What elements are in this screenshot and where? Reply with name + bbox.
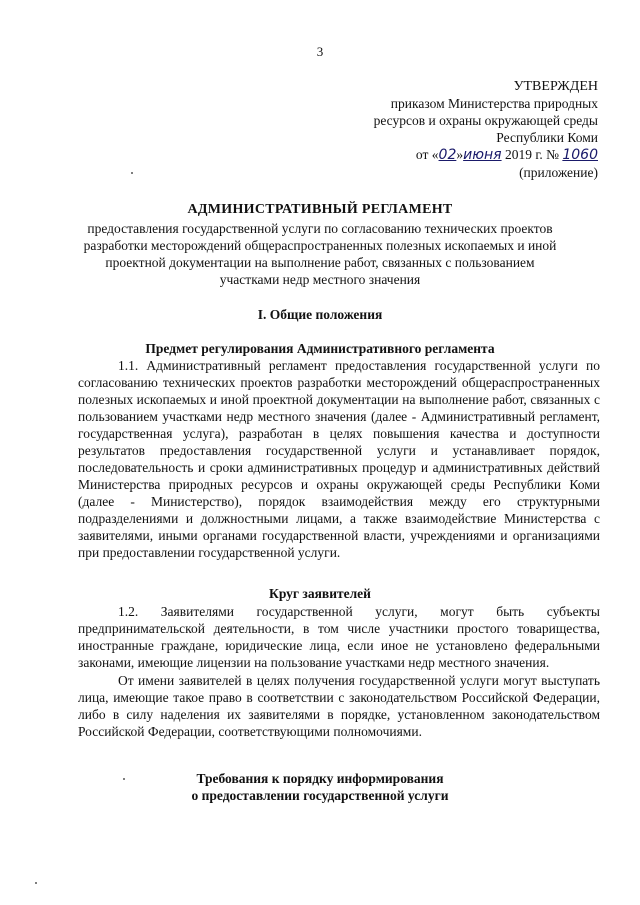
date-mid: »: [456, 147, 464, 162]
paragraph-1-1: 1.1. Административный регламент предоставления государственной услуги по согласованию технических проектов разработки месторождений общераспространенных полезных ископаемых и иной проектной документации на выполнение работ, связанных с пользованием участками недр местного значения (далее - Административный регламент, государственная услуга), разработан в целях повышения качества и доступности результатов предоставления государственной услуги и устанавливает порядок, последовательность и сроки административных процедур и административных действий Министерства природных ресурсов и охраны окружающей среды Республики Коми (далее - Министерство), порядок взаимодействия между его структурными подразделениями и должностными лицами, а также взаимодействие Министерства с заявителями, иными органами государственной власти, учреждениями и организациями при предоставлении государственной услуги.: [78, 358, 600, 560]
approval-annex: (приложение): [519, 165, 598, 180]
scan-speck: [123, 778, 125, 780]
subsection-subject-heading: Предмет регулирования Административного регламента: [145, 341, 495, 356]
date-year: 2019 г. №: [501, 147, 563, 162]
handwritten-order-number: 1060: [562, 147, 598, 163]
approval-line-3: Республики Коми: [496, 130, 598, 145]
approval-line-1: приказом Министерства природных: [390, 96, 598, 111]
handwritten-month: июня: [463, 147, 502, 163]
approval-block: [298, 78, 598, 181]
document-subtitle: предоставления государственной услуги по согласованию технических проектов разработки месторождений общераспространенных полезных ископаемых и иной проектной документации на выполнение работ, связанных с пользованием участками недр местного значения: [83, 221, 557, 287]
date-prefix: от «: [415, 147, 439, 162]
approval-line-2: ресурсов и охраны окружающей среды: [373, 113, 598, 128]
subsection-info-heading-line-1: Требования к порядку информирования: [196, 771, 444, 786]
subsection-applicants-heading: Круг заявителей: [269, 586, 371, 601]
handwritten-day: 02: [438, 147, 457, 163]
approval-date-line: [298, 146, 598, 164]
approval-stamp: УТВЕРЖДЕН: [513, 79, 598, 94]
document-title: АДМИНИСТРАТИВНЫЙ РЕГЛАМЕНТ: [187, 202, 453, 217]
page-number: 3: [316, 44, 324, 59]
paragraph-1-2: 1.2. Заявителями государственной услуги, могут быть субъекты предпринимательской деятельности, в том числе участники простого товарищества, иностранные граждане, юридические лица, если иное не установлено федеральными законами, имеющие лицензии на пользование участками недр местного значения.: [78, 604, 600, 670]
section-general-provisions: I. Общие положения: [257, 307, 383, 322]
scan-speck: [131, 172, 133, 174]
subsection-info-heading-line-2: о предоставлении государственной услуги: [191, 788, 449, 803]
scan-speck: [35, 882, 37, 884]
paragraph-1-2-continued: От имени заявителей в целях получения государственной услуги могут выступать лица, имеющие такое право в соответствии с законодательством Российской Федерации, либо в силу наделения их заявителями в порядке, установленном законодательством Российской Федерации, соответствующими полномочиями.: [78, 673, 600, 739]
